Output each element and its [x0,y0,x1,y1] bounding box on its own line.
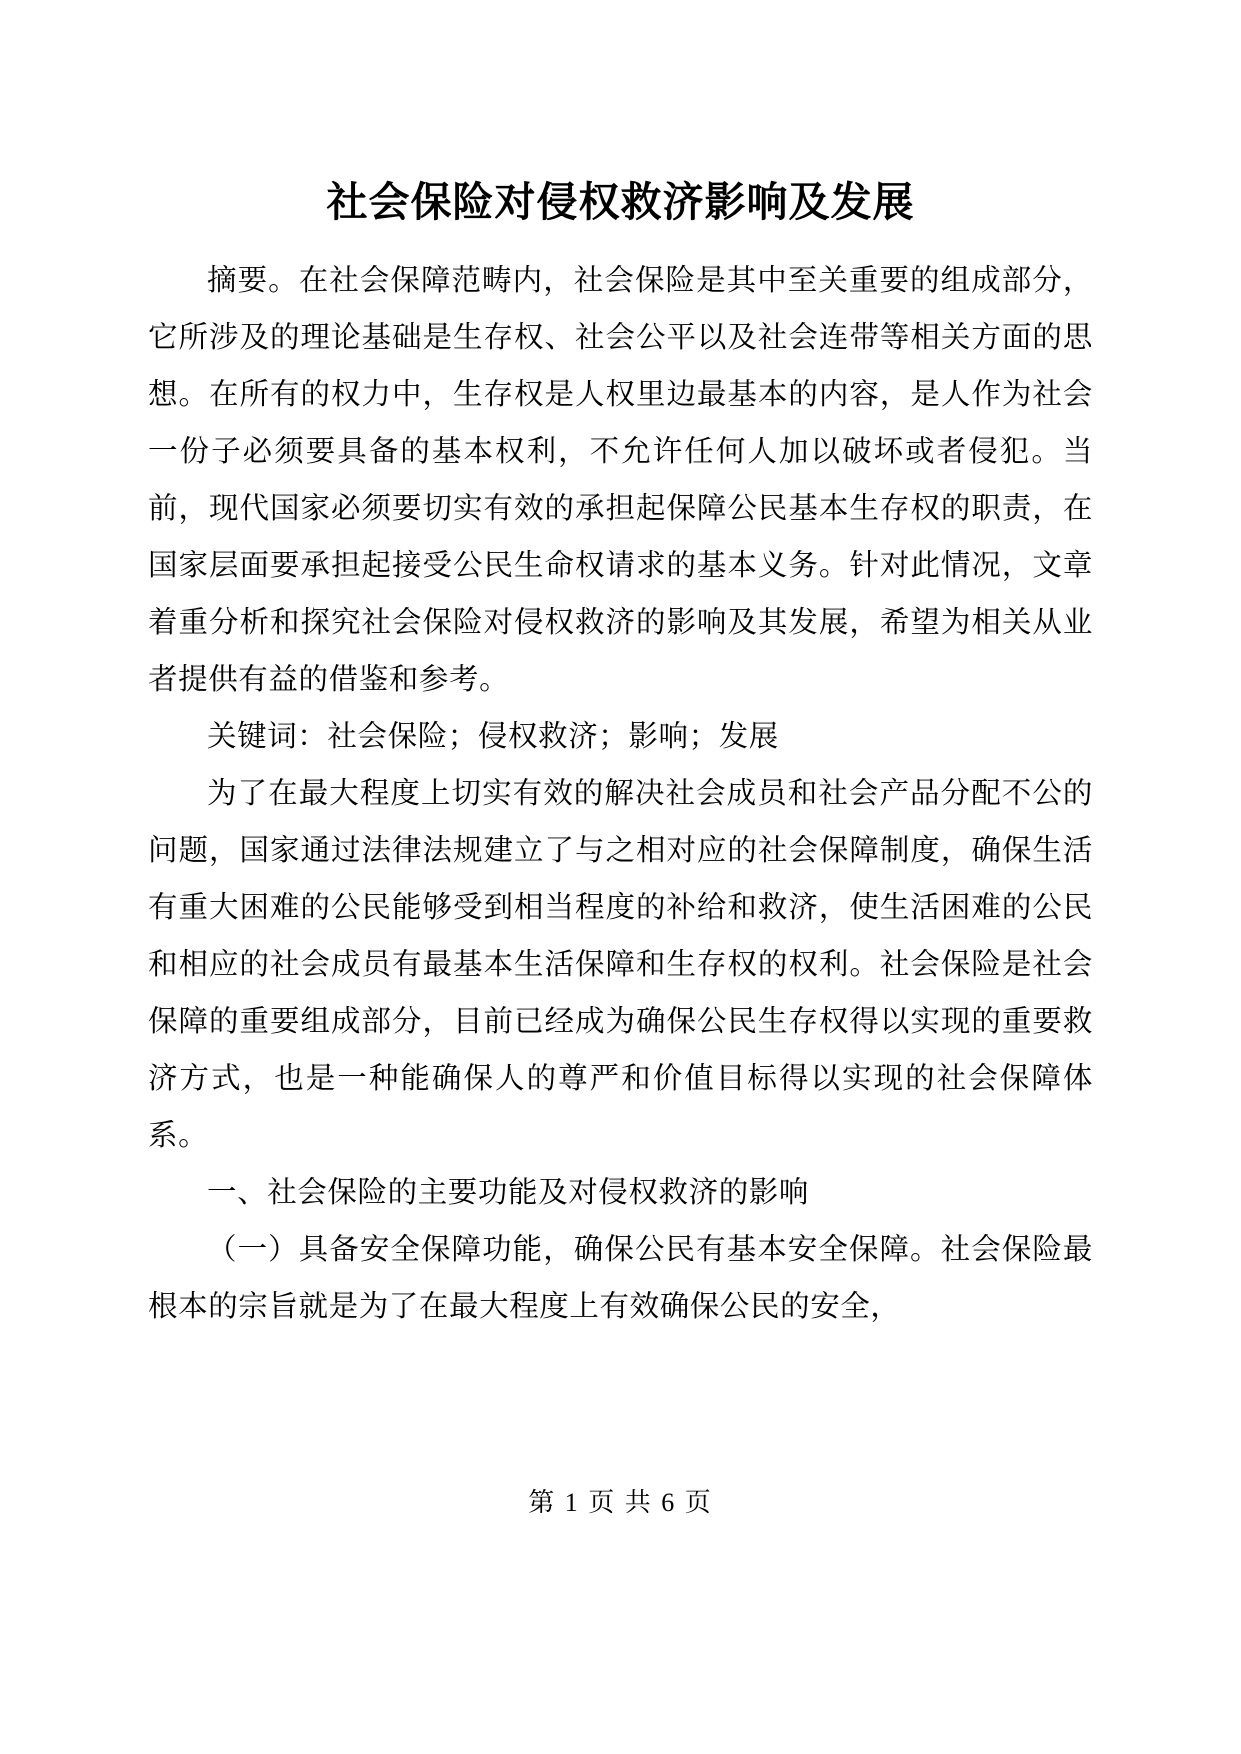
page-title: 社会保险对侵权救济影响及发展 [326,178,915,226]
page-footer: 第 1 页 共 6 页 [528,1488,713,1517]
paragraph-section-heading-1: 一、社会保险的主要功能及对侵权救济的影响 [207,1177,810,1210]
document-body [148,178,1093,1336]
paragraph-intro: 为了在最大程度上切实有效的解决社会成员和社会产品分配不公的问题，国家通过法律法规建立了与之相对应的社会保障制度，确保生活有重大困难的公民能够受到相当程度的补给和救济，使生活困难的公民和相应的社会成员有最基本生活保障和生存权的权利。社会保险是社会保障的重要组成部分，目前已经成为确保公民生存权得以实现的重要救济方式，也是一种能确保人的尊严和价值目标得以实现的社会保障体系。 [148,778,1093,1153]
paragraph-keywords: 关键词：社会保险；侵权救济；影响；发展 [207,721,779,754]
paragraph-subsection-1: （一）具备安全保障功能，确保公民有基本安全保障。社会保险最根本的宗旨就是为了在最大程度上有效确保公民的安全， [148,1234,1093,1324]
paragraph-abstract: 摘要。在社会保障范畴内，社会保险是其中至关重要的组成部分，它所涉及的理论基础是生存权、社会公平以及社会连带等相关方面的思想。在所有的权力中，生存权是人权里边最基本的内容，是人作为社会一份子必须要具备的基本权利，不允许任何人加以破坏或者侵犯。当前，现代国家必须要切实有效的承担起保障公民基本生存权的职责，在国家层面要承担起接受公民生命权请求的基本义务。针对此情况，文章着重分析和探究社会保险对侵权救济的影响及其发展，希望为相关从业者提供有益的借鉴和参考。 [148,265,1093,697]
